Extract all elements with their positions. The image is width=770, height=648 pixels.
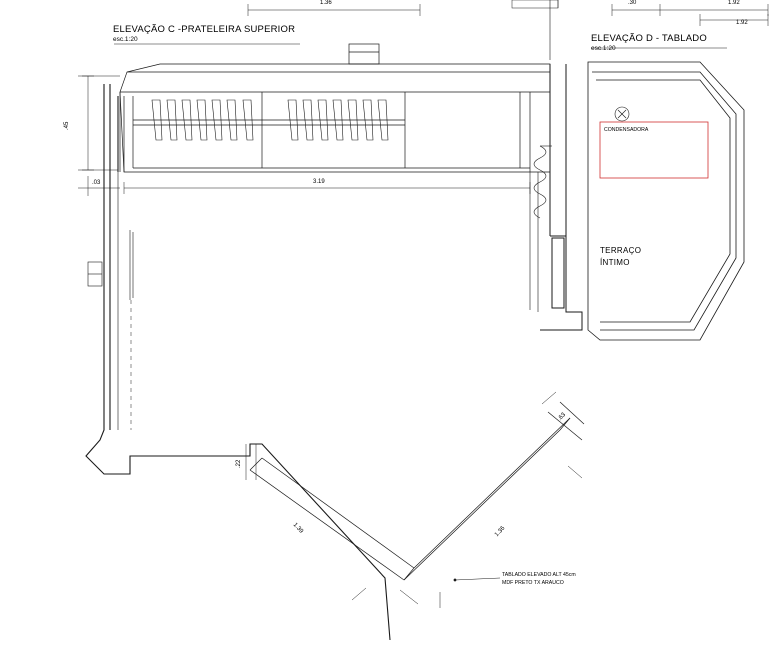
condensadora-label: CONDENSADORA xyxy=(604,127,649,133)
deck-diagonal-bands xyxy=(250,402,584,580)
elev-c-scale: esc.1:20 xyxy=(113,36,138,43)
shelf-unit xyxy=(120,44,550,172)
terraco-label-line1: TERRAÇO xyxy=(600,246,642,255)
elev-d-title: ELEVAÇÃO D - TABLADO xyxy=(591,33,707,44)
terraco-label-line2: ÍNTIMO xyxy=(600,258,630,267)
elev-d-scale: esc.1:20 xyxy=(591,45,616,52)
flexible-duct-symbol xyxy=(534,146,552,218)
condenser-fan-icon xyxy=(615,107,629,121)
wall-inner-face xyxy=(118,172,538,430)
dimension-shelf-width: 3.19 xyxy=(313,179,325,185)
right-wall-block xyxy=(540,64,582,330)
dimension-diagonal-1: 1.39 xyxy=(291,522,304,535)
tablado-note-leader xyxy=(454,578,500,581)
dimension-top-2: .30 xyxy=(628,0,637,6)
main-wall-outline xyxy=(86,84,390,640)
tablado-note-line2: MDF PRETO TX ARAUCO xyxy=(502,580,564,586)
left-vertical-dimension xyxy=(78,76,120,196)
tablado-note-line1: TABLADO ELEVADO ALT 45cm xyxy=(502,572,576,578)
dimension-diagonal-2: 1.36 xyxy=(494,525,507,539)
dimension-vertical-2: .03 xyxy=(92,180,101,186)
dimension-diagonal-4: .22 xyxy=(236,459,242,468)
dimension-top-4: 1.92 xyxy=(736,20,748,26)
dimension-vertical-1: .45 xyxy=(64,121,70,130)
dimension-top-1: 1.36 xyxy=(320,0,332,6)
dimension-diagonal-3: .63 xyxy=(557,411,568,423)
dimension-top-3: 1.92 xyxy=(728,0,740,6)
shelf-horizontal-dimension xyxy=(124,182,530,194)
elev-c-title: ELEVAÇÃO C -PRATELEIRA SUPERIOR xyxy=(113,24,296,35)
terrace-octagon xyxy=(588,62,744,340)
